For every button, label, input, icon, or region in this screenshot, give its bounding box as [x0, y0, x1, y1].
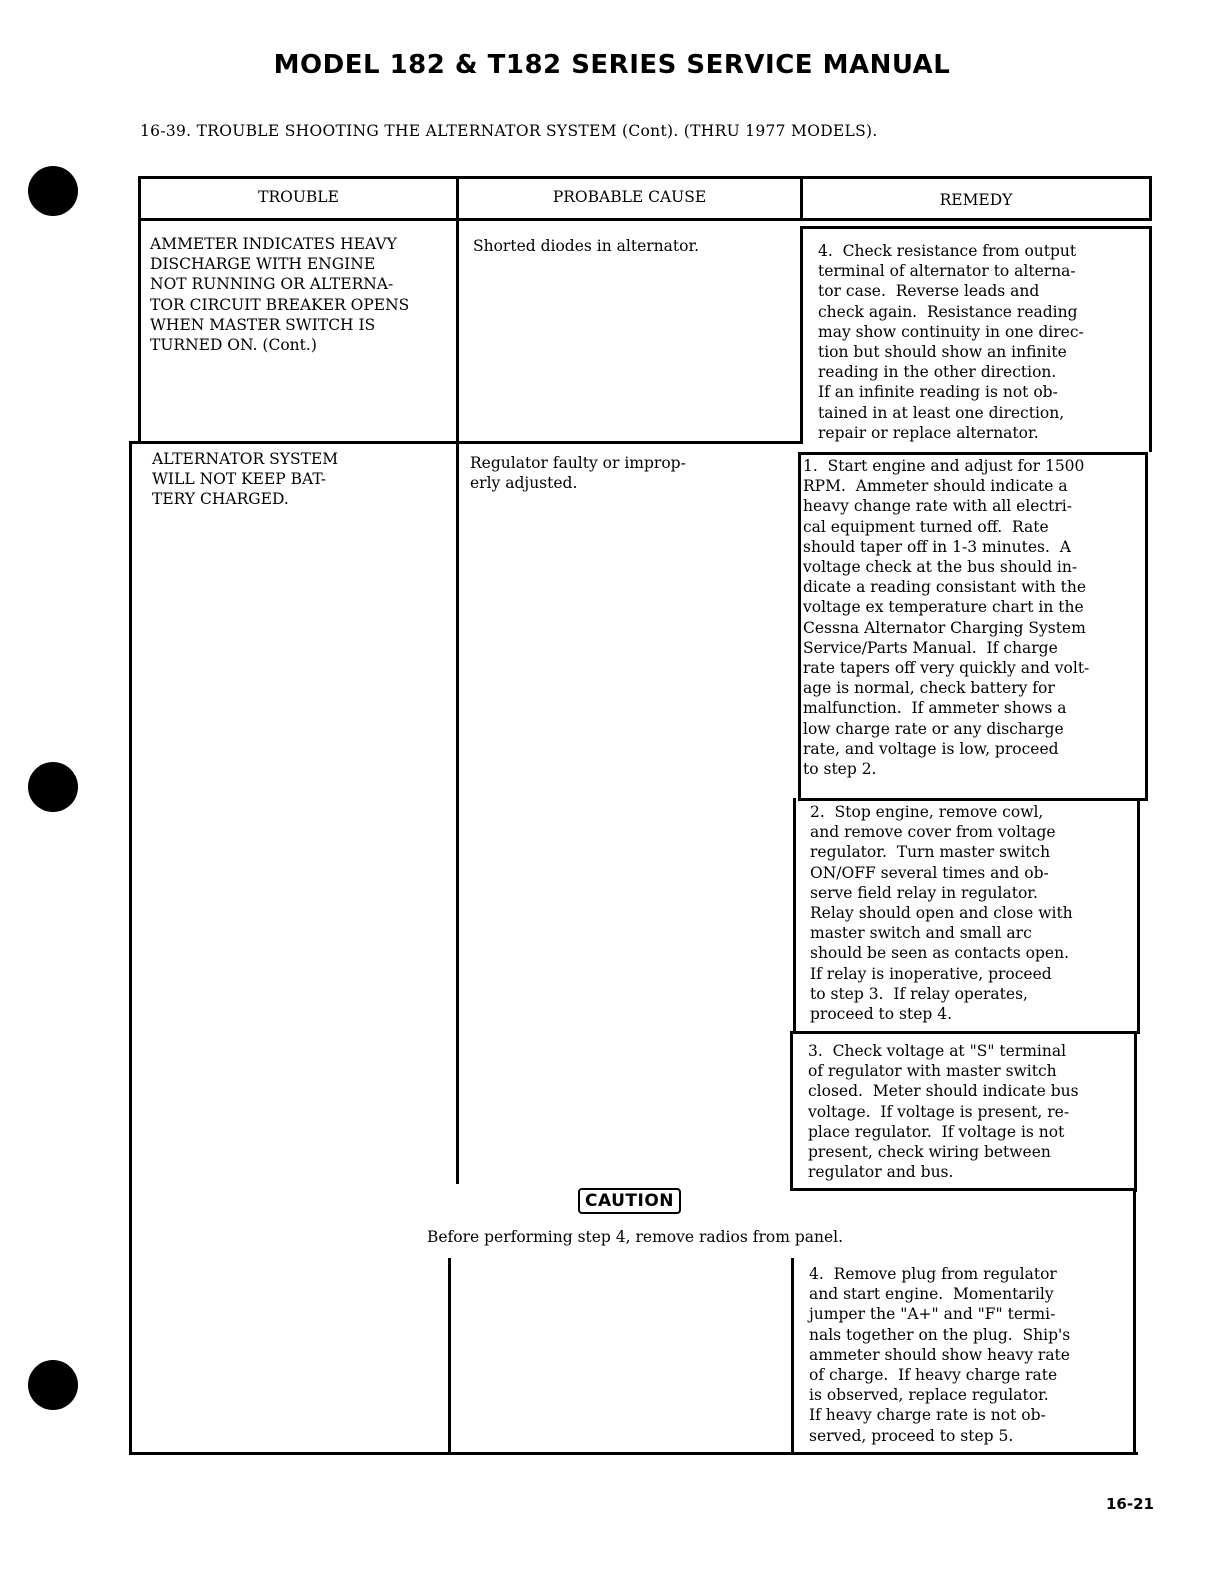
- step2-box-left: [793, 798, 796, 1034]
- remedy-row1-step4: 4. Check resistance from output terminal of alternator to alterna- tor case. Reverse leads and check again. Resistance reading may show continuity in one direc- tion but should show an infinite reading in the other direction. If an infinite reading is not ob- tained in at least one direction, repair or replace alternator.: [818, 242, 1084, 442]
- column-header-probable-cause: PROBABLE CAUSE: [552, 188, 707, 206]
- table-border-left-lower: [129, 442, 132, 1455]
- remedy-row2-step4: 4. Remove plug from regulator and start engine. Momentarily jumper the "A+" and "F" termi- nals together on the plug. Ship's ammeter should show heavy rate of charge. If heavy charge rate is observed, replace regulator. If heavy charge rate is not ob- served, proceed to step 5.: [809, 1265, 1071, 1445]
- step2-box-right: [1137, 798, 1140, 1034]
- remedy-box-row1-top: [800, 226, 1152, 229]
- remedy-row2-step3: 3. Check voltage at "S" terminal of regulator with master switch closed. Meter should indicate bus voltage. If voltage is present, re- place regulator. If voltage is not present, check wiring between regulator and bus.: [808, 1042, 1079, 1182]
- row-divider: [129, 441, 803, 444]
- step3-box-left: [790, 1031, 793, 1190]
- step4-box-left: [791, 1258, 794, 1455]
- step1-box-top: [798, 452, 1148, 455]
- step3-box-bottom: [790, 1188, 1135, 1191]
- table-border-left: [138, 176, 141, 442]
- remedy-row2-step2: 2. Stop engine, remove cowl, and remove cover from voltage regulator. Turn master switch ON/OFF several times and ob- serve field relay in regulator. Relay should open and close with master switch and small arc should be seen as contacts open. If relay is inoperative, proceed to step 3. If relay operates, proceed to step 4.: [810, 803, 1073, 1024]
- step3-box-right: [1134, 1031, 1137, 1192]
- cause-cell-row1: Shorted diodes in alternator.: [473, 237, 700, 255]
- step2-box-bottom: [793, 1031, 1140, 1034]
- binder-hole-middle: [28, 762, 78, 812]
- binder-hole-top: [28, 166, 78, 216]
- remedy-row2-step1: 1. Start engine and adjust for 1500 RPM. Ammeter should indicate a heavy change rate with all electri- cal equipment turned off. Rate should taper off in 1-3 minutes. A voltage check at the bus should in- dicate a reading consistant with the voltage ex temperature chart in the Cessna Alternator Charging System Service/Parts Manual. If charge rate tapers off very quickly and volt- age is normal, check battery for malfunction. If ammeter shows a low charge rate or any discharge rate, and voltage is low, proceed to step 2.: [803, 457, 1090, 779]
- remedy-box-row1-left: [800, 226, 803, 444]
- column-divider-1-lower: [448, 1258, 451, 1453]
- trouble-cell-row2: ALTERNATOR SYSTEM WILL NOT KEEP BAT- TERY CHARGED.: [152, 450, 339, 509]
- header-row-bottom: [138, 218, 1152, 221]
- cause-cell-row2: Regulator faulty or improp- erly adjusted.: [470, 454, 686, 493]
- manual-title: MODEL 182 & T182 SERIES SERVICE MANUAL: [273, 50, 951, 80]
- step1-box-left: [798, 452, 801, 800]
- table-border-right-header: [1149, 176, 1152, 221]
- column-header-remedy: REMEDY: [939, 191, 1013, 209]
- remedy-box-row1-right: [1149, 226, 1152, 452]
- binder-hole-bottom: [28, 1360, 78, 1410]
- column-divider-1: [456, 176, 459, 1184]
- table-border-bottom: [129, 1452, 1138, 1455]
- step1-box-right: [1145, 452, 1148, 800]
- caution-badge: CAUTION: [578, 1188, 681, 1214]
- page-number: 16-21: [1106, 1495, 1154, 1513]
- table-border-top: [138, 176, 1152, 179]
- column-header-trouble: TROUBLE: [258, 188, 339, 206]
- section-heading: 16-39. TROUBLE SHOOTING THE ALTERNATOR SYSTEM (Cont). (THRU 1977 MODELS).: [140, 122, 878, 140]
- trouble-cell-row1: AMMETER INDICATES HEAVY DISCHARGE WITH ENGINE NOT RUNNING OR ALTERNA- TOR CIRCUIT BREAKER OPENS WHEN MASTER SWITCH IS TURNED ON. (Cont.): [150, 235, 410, 355]
- caution-text: Before performing step 4, remove radios from panel.: [426, 1228, 844, 1246]
- step1-box-bottom: [798, 798, 1148, 801]
